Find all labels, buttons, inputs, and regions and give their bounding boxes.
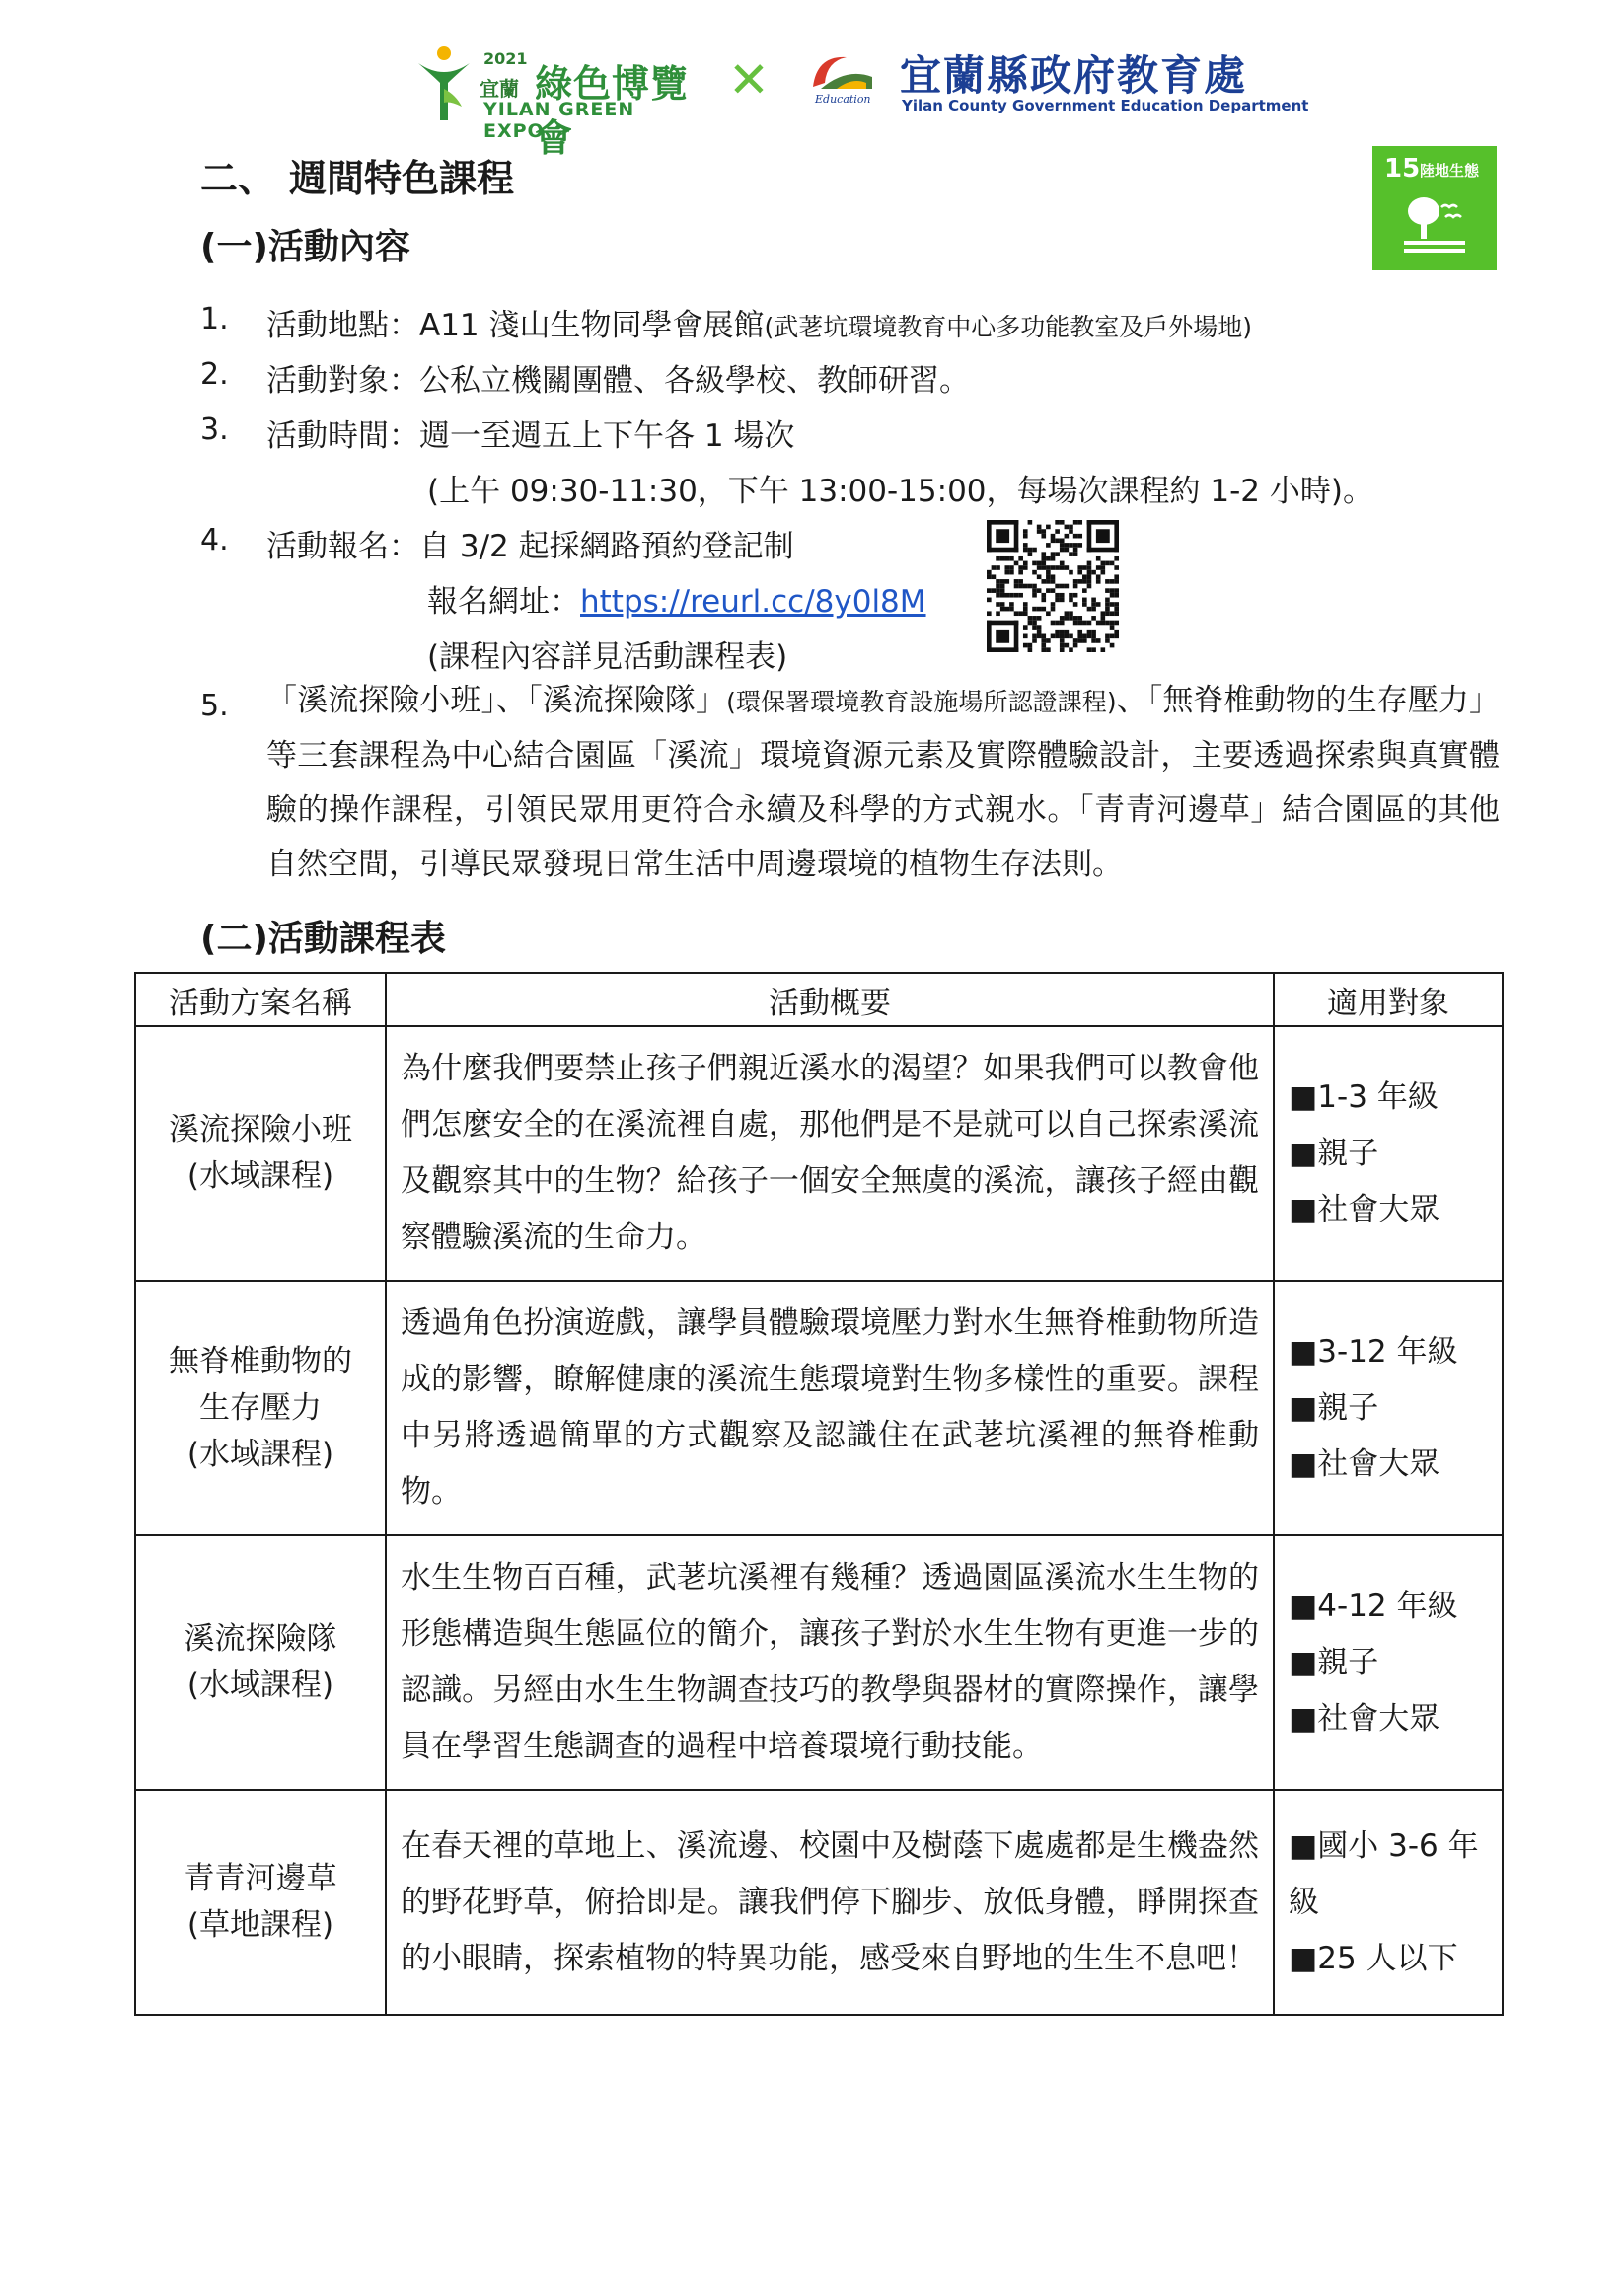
list-item-location [266,300,1252,344]
education-logo-text: Education [815,93,871,106]
course-type: (水域課程) [186,1436,334,1472]
course-type: (水域課程) [186,1158,334,1194]
course-target-cell [1274,1790,1503,2015]
target-item: ■親子 [1289,1135,1379,1171]
list-item-label: 活動對象： [266,363,419,399]
course-name: 青青河邊草 [184,1861,337,1896]
list-item-number: 2. [200,357,229,392]
course-type: (草地課程) [186,1907,334,1943]
list-item-label: 活動時間： [266,418,419,454]
target-item: ■親子 [1289,1644,1379,1680]
list-item-time-detail: (上午 09:30-11:30，下午 13:00-15:00，每場次課程約 1-2 小時)。 [427,474,1373,509]
table-row [135,1535,1503,1790]
list-item-audience [266,355,970,400]
expo-title: 綠色博覽會 [535,62,690,160]
education-department-title: 宜蘭縣政府教育處 [900,51,1248,100]
education-department-english: Yilan County Government Education Department [902,97,1309,114]
schedule-heading: (二)活動課程表 [200,919,446,959]
list-item-value: 週一至週五上下午各 1 場次 [419,418,795,454]
sdg-number: 15 [1384,154,1421,184]
course-target-cell [1274,1535,1503,1790]
list-item-value: 自 3/2 起採網路預約登記制 [419,529,794,564]
target-item: ■社會大眾 [1289,1445,1440,1482]
registration-url-link[interactable]: https://reurl.cc/8y0l8M [580,584,926,620]
target-item: ■社會大眾 [1289,1700,1440,1737]
table-row [135,1026,1503,1281]
course-table [134,972,1504,2016]
page-header [0,36,1624,160]
list-item-label: 活動報名： [266,529,419,564]
course-name-cell [135,1535,386,1790]
paragraph-part2: 、「無脊椎動物的生存壓力」等三套課程為中心結合園區「溪流」環境資源元素及實際體驗設計，主要透過探索與真實體驗的操作課程，引領民眾用更符合永續及科學的方式親水。「青青河邊草」結合園區的其他自然空間，引導民眾發現日常生活中周邊環境的植物生存法則。 [266,683,1501,882]
collaboration-cross-icon: ✕ [728,51,770,109]
sdg-badge [1372,146,1497,270]
yilan-green-expo-logo [414,43,701,160]
section-title: 週間特色課程 [289,157,515,200]
course-name: 溪流探險隊 [184,1621,337,1657]
sdg-label: 陸地生態 [1420,162,1480,180]
target-item: ■親子 [1289,1389,1379,1426]
table-row [135,1790,1503,2015]
target-item: ■3-12 年級 [1289,1333,1458,1370]
course-name: 無脊椎動物的 [169,1343,352,1379]
expo-yilan-char: 宜蘭 [480,77,519,101]
course-name-cell [135,1281,386,1535]
course-name: 溪流探險小班 [169,1112,352,1148]
course-summary: 在春天裡的草地上、溪流邊、校園中及樹蔭下處處都是生機盎然的野花野草，俯拾即是。讓我們停下腳步、放低身體，睜開探查的小眼睛，探索植物的特異功能，感受來自野地的生生不息吧！ [386,1790,1274,2015]
education-logo-icon [807,47,876,107]
target-item: ■4-12 年級 [1289,1588,1458,1624]
table-row [135,1281,1503,1535]
list-item-time [266,410,794,455]
expo-english: YILAN GREEN EXPO [483,99,635,142]
list-item-value: 公私立機關團體、各級學校、教師研習。 [419,363,970,399]
paragraph-note: (環保署環境教育設施場所認證課程) [726,688,1117,716]
course-summary: 透過角色扮演遊戲，讓學員體驗環境壓力對水生無脊椎動物所造成的影響，瞭解健康的溪流生態環境對生物多樣性的重要。課程中另將透過簡單的方式觀察及認識住在武荖坑溪裡的無脊椎動物。 [386,1281,1274,1535]
section-heading [200,148,514,202]
section-number: 二、 [200,157,276,200]
target-item: ■25 人以下 [1289,1940,1458,1976]
course-type: (水域課程) [186,1667,334,1703]
course-description-paragraph [266,674,1500,892]
course-summary: 水生生物百百種，武荖坑溪裡有幾種？透過園區溪流水生生物的形態構造與生態區位的簡介，讓孩子對於水生生物有更進一步的認識。另經由水生生物調查技巧的教學與器材的實際操作，讓學員在學習生態調查的過程中培養環境行動技能。 [386,1535,1274,1790]
tree-icon [1400,189,1469,255]
list-item-value: A11 淺山生物同學會展館 [419,308,765,343]
list-item-number: 5. [200,689,229,723]
column-header-name: 活動方案名稱 [135,973,386,1026]
course-name: 生存壓力 [199,1389,322,1426]
registration-url-line [427,576,926,621]
course-summary: 為什麼我們要禁止孩子們親近溪水的渴望？如果我們可以教會他們怎麼安全的在溪流裡自處，那他們是不是就可以自己探索溪流及觀察其中的生物？給孩子一個安全無虞的溪流，讓孩子經由觀察體驗溪流的生命力。 [386,1026,1274,1281]
course-target-cell [1274,1026,1503,1281]
course-name-cell [135,1790,386,2015]
list-item-label: 活動地點： [266,308,419,343]
expo-year: 2021 [483,49,528,68]
activity-heading: (一)活動內容 [200,227,410,267]
column-header-target: 適用對象 [1274,973,1503,1026]
paragraph-part1: 「溪流探險小班」、「溪流探險隊」 [266,683,727,718]
list-item-note: (武荖坑環境教育中心多功能教室及戶外場地) [764,313,1253,341]
list-item-number: 1. [200,302,229,336]
course-target-cell [1274,1281,1503,1535]
table-header-row [135,973,1503,1026]
course-name-cell [135,1026,386,1281]
expo-figure-icon [414,43,474,122]
registration-url-label: 報名網址： [427,584,580,620]
target-item: ■社會大眾 [1289,1191,1440,1227]
registration-note: (課程內容詳見活動課程表) [427,639,788,675]
target-item: ■1-3 年級 [1289,1078,1439,1115]
list-item-number: 3. [200,412,229,447]
target-item: ■國小 3-6 年級 [1289,1827,1479,1920]
list-item-registration [266,521,794,565]
column-header-summary: 活動概要 [386,973,1274,1026]
list-item-number: 4. [200,523,229,557]
qr-code-icon[interactable] [987,520,1119,652]
